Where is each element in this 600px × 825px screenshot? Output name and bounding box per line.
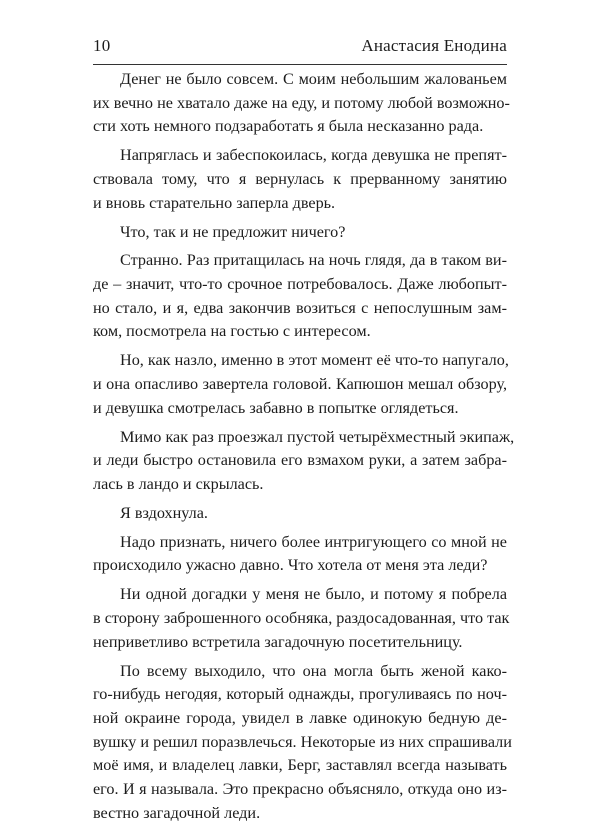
text-line: го-нибудь негодяя, который однажды, прогуливаясь по ноч- — [93, 683, 507, 707]
text-line: ствовала тому, что я вернулась к прерванному занятию — [93, 168, 507, 192]
paragraph — [93, 221, 507, 245]
text-line: неприветливо встретила загадочную посетительницу. — [93, 631, 507, 655]
text-line: Денег не было совсем. С моим небольшим жалованьем — [93, 68, 507, 92]
body-text — [93, 68, 507, 825]
paragraph — [93, 144, 507, 215]
text-line: и вновь старательно заперла дверь. — [93, 192, 507, 216]
text-line: и девушка смотрелась забавно в попытке оглядеться. — [93, 397, 507, 421]
text-line: Что, так и не предложит ничего? — [93, 221, 507, 245]
text-line: Ни одной догадки у меня не было, и потому я побрела — [93, 583, 507, 607]
header-divider — [93, 64, 507, 65]
text-line: и леди быстро остановила его взмахом руки, а затем забра- — [93, 449, 507, 473]
text-line: Надо признать, ничего более интригующего со мной не — [93, 531, 507, 555]
paragraph — [93, 660, 507, 825]
text-line: лась в ландо и скрылась. — [93, 473, 507, 497]
author-name: Анастасия Енодина — [361, 36, 507, 56]
text-line: в сторону заброшенного особняка, раздосадованная, что так — [93, 607, 507, 631]
running-header — [93, 36, 507, 60]
text-line: По всему выходило, что она могла быть женой како- — [93, 660, 507, 684]
text-line: его. И я называла. Это прекрасно объясняло, откуда оно из- — [93, 778, 507, 802]
paragraph — [93, 68, 507, 139]
paragraph — [93, 583, 507, 654]
paragraph — [93, 502, 507, 526]
text-line: Напряглась и забеспокоилась, когда девушка не препят- — [93, 144, 507, 168]
text-line: Я вздохнула. — [93, 502, 507, 526]
text-line: и она опасливо завертела головой. Капюшон мешал обзору, — [93, 373, 507, 397]
text-line: но стало, и я, едва закончив возиться с непослушным зам- — [93, 297, 507, 321]
text-line: моё имя, и владелец лавки, Берг, заставлял всегда называть — [93, 754, 507, 778]
paragraph — [93, 249, 507, 344]
text-line: Странно. Раз притащилась на ночь глядя, да в таком ви- — [93, 249, 507, 273]
text-line: Мимо как раз проезжал пустой четырёхместный экипаж, — [93, 426, 507, 450]
text-line: Но, как назло, именно в этот момент её что-то напугало, — [93, 349, 507, 373]
page-number: 10 — [93, 36, 110, 56]
text-line: сти хоть немного подзаработать я была несказанно рада. — [93, 115, 507, 139]
text-line: де – значит, что-то срочное потребовалось. Даже любопыт- — [93, 273, 507, 297]
paragraph — [93, 349, 507, 420]
text-line: ной окраине города, увидел в лавке одинокую бедную де- — [93, 707, 507, 731]
text-line: их вечно не хватало даже на еду, и потому любой возможно- — [93, 92, 507, 116]
text-line: ком, посмотрела на гостью с интересом. — [93, 320, 507, 344]
paragraph — [93, 426, 507, 497]
text-line: происходило ужасно давно. Что хотела от меня эта леди? — [93, 554, 507, 578]
paragraph — [93, 531, 507, 578]
text-line: вушку и решил поразвлечься. Некоторые из них спрашивали — [93, 731, 507, 755]
text-line: вестно загадочной леди. — [93, 802, 507, 825]
